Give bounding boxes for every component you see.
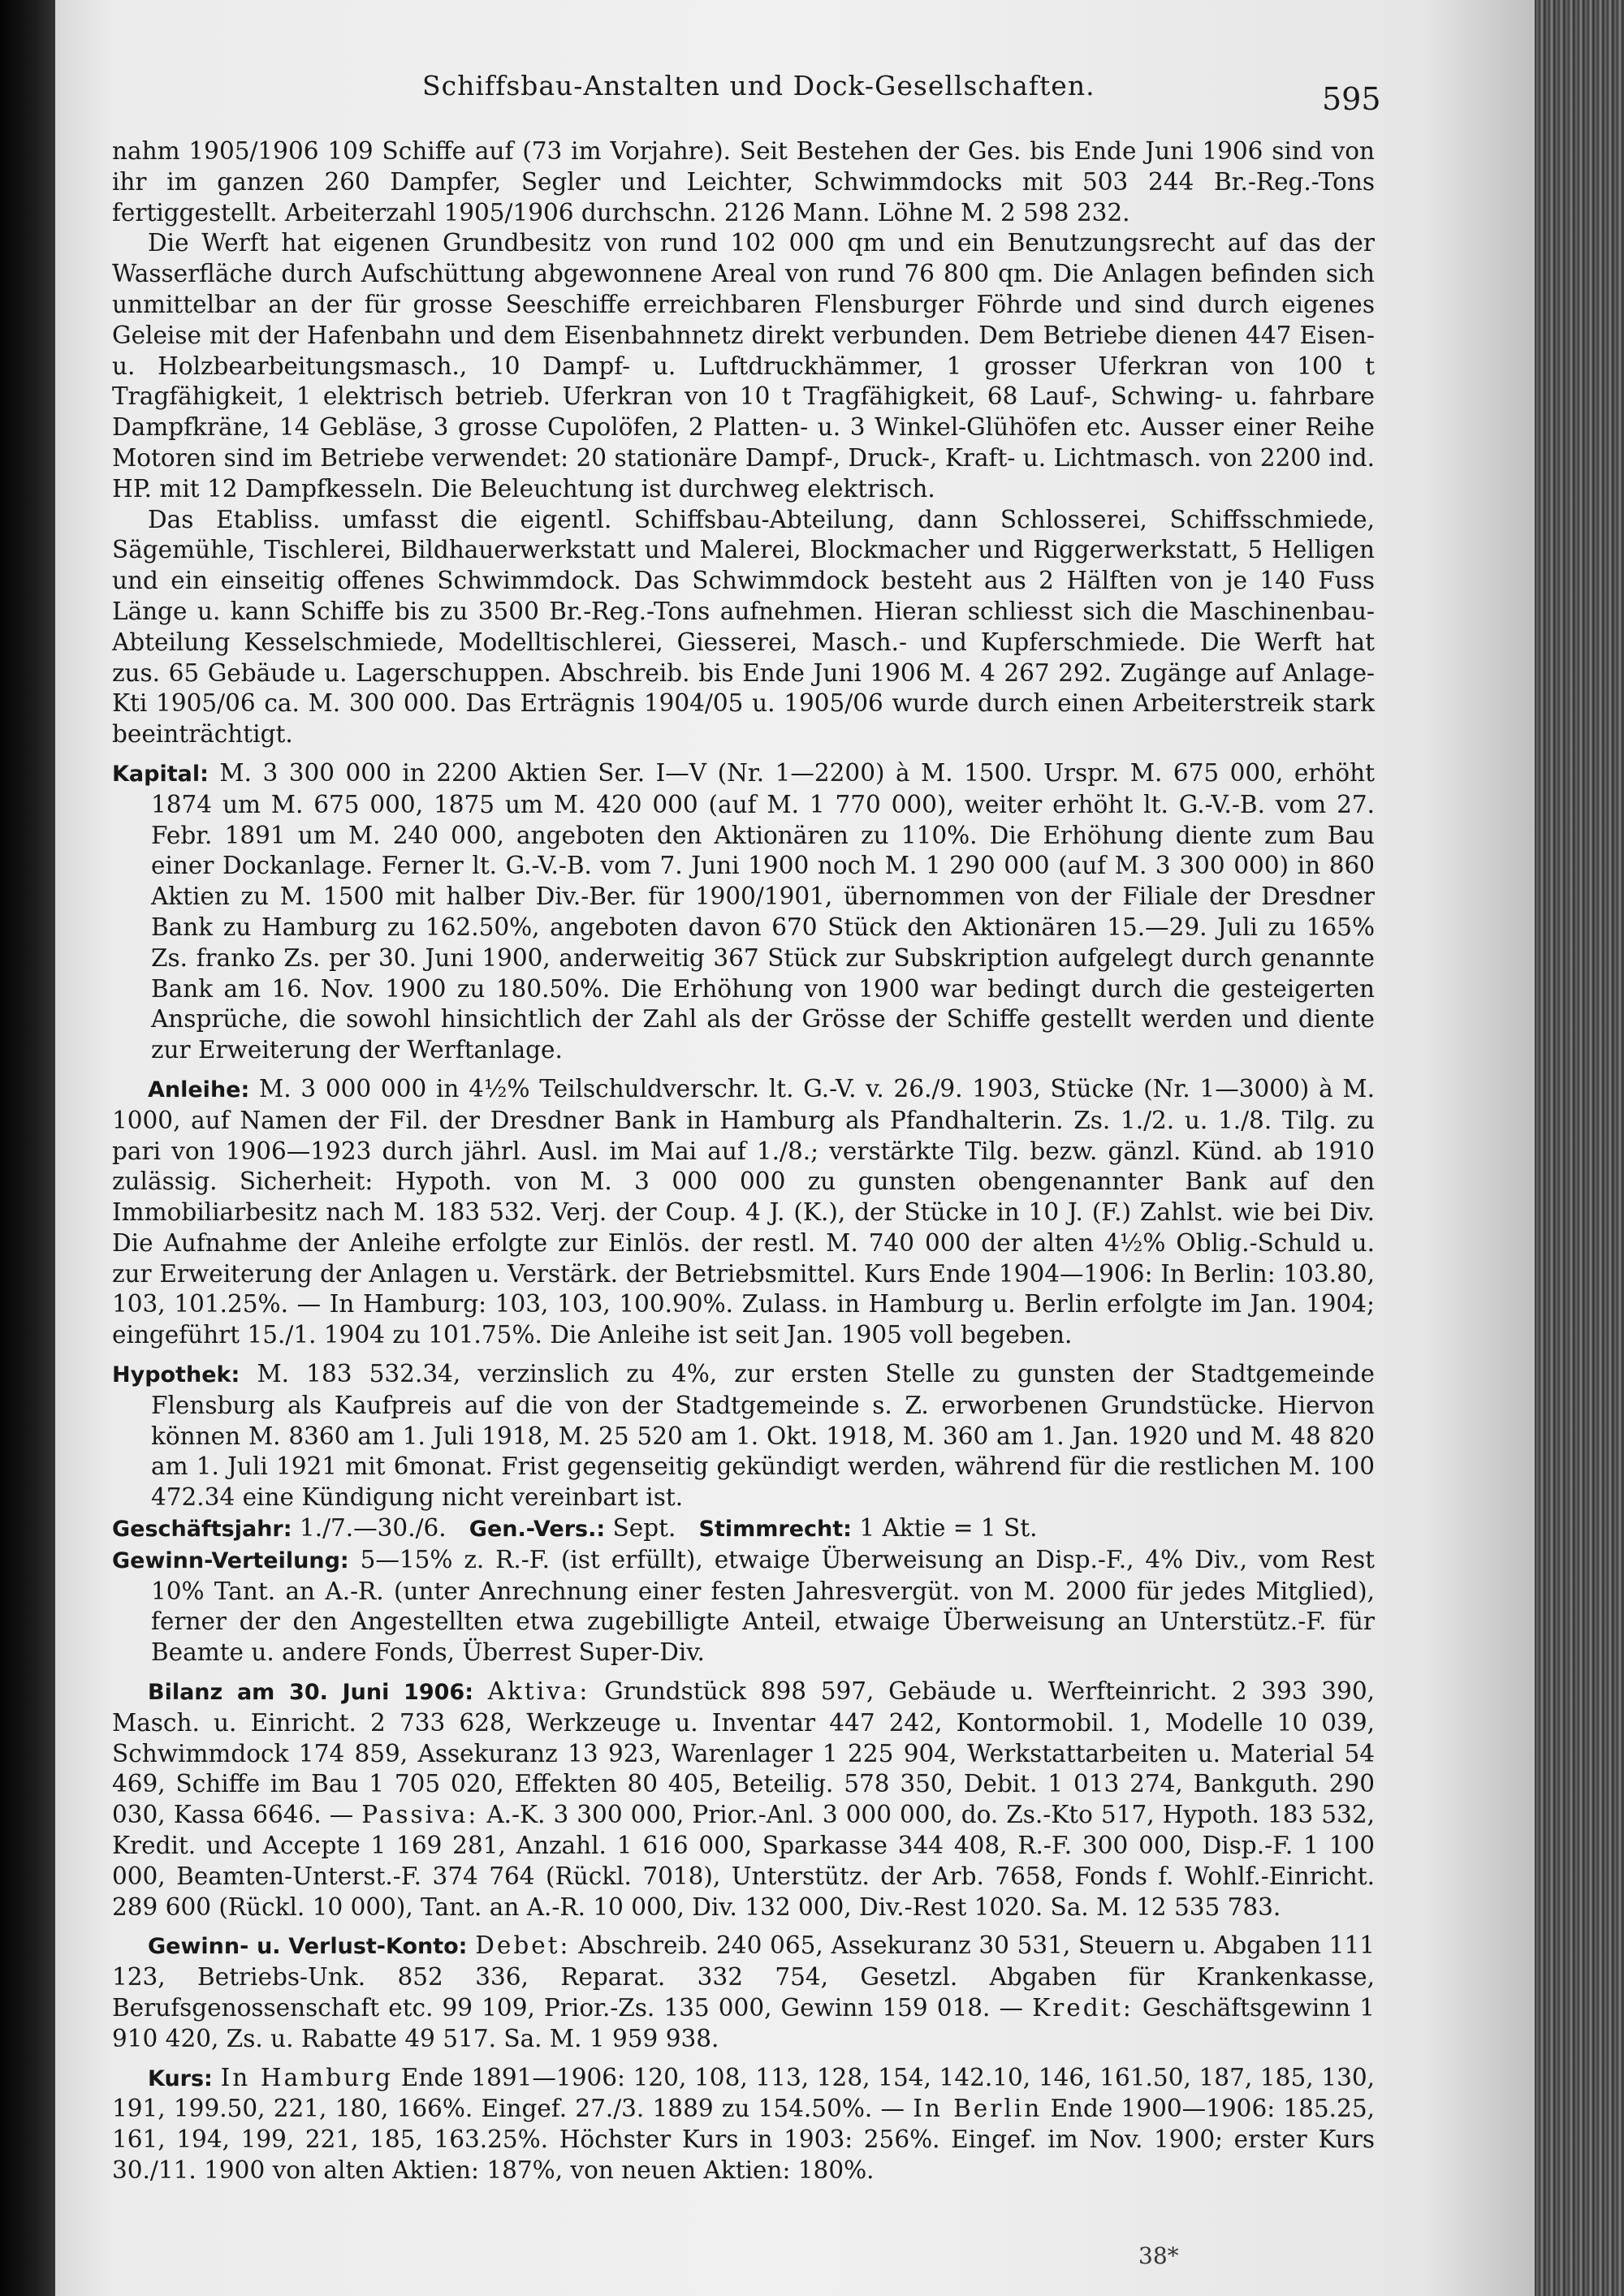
section-gewinn-verteilung xyxy=(112,1545,1375,1668)
section-gewinn-verlust xyxy=(112,1931,1375,2054)
gen-vers-text: Sept. xyxy=(612,1514,676,1543)
debet-label: Debet: xyxy=(475,1931,571,1960)
gewinn-verteilung-text: 5—15% z. R.-F. (ist erfüllt), etwaige Überweisung an Disp.-F., 4% Div., vom Rest 10% Tant. an A.-R. (unter Anrechnung einer festen Jahresvergüt. von M. 2000 für jedes Mitglied), ferner der den Angestellten etwa zugebilligte Anteil, etwaige Überweisung an Unterstütz.-F. für Beamte u. andere Fonds, Überrest Super-Div. xyxy=(151,1545,1375,1667)
geschaeftsjahr-text: 1./7.—30./6. xyxy=(299,1514,447,1543)
kredit-text: Geschäftsgewinn 1 910 420, Zs. u. Rabatte 49 517. Sa. M. 1 959 938. xyxy=(112,1994,1375,2052)
section-kapital xyxy=(112,758,1375,1066)
berlin-label: In Berlin xyxy=(913,2095,1043,2123)
kapital-text: M. 3 300 000 in 2200 Aktien Ser. I—V (Nr. 1—2200) à M. 1500. Urspr. M. 675 000, erhöht 1874 um M. 675 000, 1875 um M. 420 000 (auf M. 1 770 000), weiter erhöht lt. G.-V.-B. vom 27. Febr. 1891 um M. 240 000, angeboten den Aktionären zu 110%. Die Erhöhung diente zum Bau einer Dockanlage. Ferner lt. G.-V.-B. vom 7. Juni 1900 noch M. 1 290 000 (auf M. 3 300 000) in 860 Aktien zu M. 1500 mit halber Div.-Ber. für 1900/1901, übernommen von der Filiale der Dresdner Bank zu Hamburg zu 162.50%, angeboten davon 670 Stück den Aktionären 15.—29. Juli zu 165% Zs. franko Zs. per 30. Juni 1900, anderweitig 367 Stück zur Subskription aufgelegt durch genannte Bank am 16. Nov. 1900 zu 180.50%. Die Erhöhung von 1900 war bedingt durch die gesteigerten Ansprüche, die sowohl hinsichtlich der Zahl als der Grösse der Schiffe gestellt werden und diente zur Erweiterung der Werftanlage. xyxy=(151,758,1375,1064)
gewinn-verteilung-heading: Gewinn-Verteilung: xyxy=(112,1547,349,1573)
running-title: Schiffsbau-Anstalten und Dock-Gesellschaften. xyxy=(422,70,1095,101)
aktiva-text: Grundstück 898 597, Gebäude u. Werfteinricht. 2 393 390, Masch. u. Einricht. 2 733 628, Werkzeuge u. Inventar 447 242, Kontormobil. 1, Modelle 10 039, Schwimmdock 174 859, Assekuranz 13 923, Warenlager 1 225 904, Werkstattarbeiten u. Material 54 469, Schiffe im Bau 1 705 020, Effekten 80 405, Beteilig. 578 350, Debit. 1 013 274, Bankguth. 290 030, Kassa 6646. — xyxy=(112,1677,1375,1829)
anleihe-text: M. 3 000 000 in 4½% Teilschuldverschr. lt. G.-V. v. 26./9. 1903, Stücke (Nr. 1—3000) à M. 1000, auf Namen der Fil. der Dresdner Bank in Hamburg als Pfandhalterin. Zs. 1./2. u. 1./8. Tilg. zu pari von 1906—1923 durch jährl. Ausl. im Mai auf 1./8.; verstärkte Tilg. bezw. gänzl. Künd. ab 1910 zulässig. Sicherheit: Hypoth. von M. 3 000 000 zu gunsten obengenannter Bank auf den Immobiliarbesitz nach M. 183 532. Verj. der Coup. 4 J. (K.), der Stücke in 10 J. (F.) Zahlst. wie bei Div. Die Aufnahme der Anleihe erfolgte zur Einlös. der restl. M. 740 000 der alten 4½% Oblig.-Schuld u. zur Erweiterung der Anlagen u. Verstärk. der Betriebsmittel. Kurs Ende 1904—1906: In Berlin: 103.80, 103, 101.25%. — In Hamburg: 103, 103, 100.90%. Zulass. in Hamburg u. Berlin erfolgte im Jan. 1904; eingeführt 15./1. 1904 zu 101.75%. Die Anleihe ist seit Jan. 1905 voll begeben. xyxy=(112,1074,1375,1349)
section-anleihe xyxy=(112,1074,1375,1351)
paragraph-establishment: Das Etabliss. umfasst die eigentl. Schiffsbau-Abteilung, dann Schlosserei, Schiffsschmiede, Sägemühle, Tischlerei, Bildhauerwerkstatt und Malerei, Blockmacher und Riggerwerkstatt, 5 Helligen und ein einseitig offenes Schwimmdock. Das Schwimmdock besteht aus 2 Hälften von je 140 Fuss Länge u. kann Schiffe bis zu 3500 Br.-Reg.-Tons aufnehmen. Hieran schliesst sich die Maschinenbau-Abteilung Kesselschmiede, Modelltischlerei, Giesserei, Masch.- und Kupferschmiede. Die Werft hat zus. 65 Gebäude u. Lagerschuppen. Abschreib. bis Ende Juni 1906 M. 4 267 292. Zugänge auf Anlage-Kti 1905/06 ca. M. 300 000. Das Erträgnis 1904/05 u. 1905/06 wurde durch einen Arbeiterstreik stark beeinträchtigt. xyxy=(112,505,1375,749)
hamburg-text: Ende 1891—1906: 120, 108, 113, 128, 154, 142.10, 146, 161.50, 187, 185, 130, 191, 199.50, 221, 180, 166%. Eingef. 27./3. 1889 zu 154.50%. — xyxy=(112,2063,1375,2123)
scan-left-border xyxy=(0,0,61,2296)
paragraph-grounds-equipment: Die Werft hat eigenen Grundbesitz von rund 102 000 qm und ein Benutzungsrecht auf das der Wasserfläche durch Aufschüttung abgewonnene Areal von rund 76 800 qm. Die Anlagen befinden sich unmittelbar an der für grosse Seeschiffe erreichbaren Flensburger Föhrde und sind durch eigenes Geleise mit der Hafenbahn und dem Eisenbahnnetz direkt verbunden. Dem Betriebe dienen 447 Eisen- u. Holzbearbeitungsmasch., 10 Dampf- u. Luftdruckhämmer, 1 grosser Uferkran von 100 t Tragfähigkeit, 1 elektrisch betrieb. Uferkran von 10 t Tragfähigkeit, 68 Lauf-, Schwing- u. fahrbare Dampfkräne, 14 Gebläse, 3 grosse Cupolöfen, 2 Platten- u. 3 Winkel-Glühöfen etc. Ausser einer Reihe Motoren sind im Betriebe verwendet: 20 stationäre Dampf-, Druck-, Kraft- u. Lichtmasch. von 2200 ind. HP. mit 12 Dampfkesseln. Die Beleuchtung ist durchweg elektrisch. xyxy=(112,229,1375,503)
passiva-label: Passiva: xyxy=(361,1801,479,1829)
bilanz-heading: Bilanz am 30. Juni 1906: xyxy=(148,1680,473,1706)
section-geschaeftsjahr xyxy=(112,1513,1375,1545)
debet-text: Abschreib. 240 065, Assekuranz 30 531, Steuern u. Abgaben 111 123, Betriebs-Unk. 852 336, Reparat. 332 754, Gesetzl. Abgaben für Krankenkasse, Berufsgenossenschaft etc. 99 109, Prior.-Zs. 135 000, Gewinn 159 018. — xyxy=(112,1931,1375,2022)
anleihe-heading: Anleihe: xyxy=(148,1077,250,1103)
stimmrecht-heading: Stimmrecht: xyxy=(698,1517,852,1543)
passiva-text: A.-K. 3 300 000, Prior.-Anl. 3 000 000, do. Zs.-Kto 517, Hypoth. 183 532, Kredit. und Accepte 1 169 281, Anzahl. 1 616 000, Sparkasse 344 408, R.-F. 300 000, Disp.-F. 1 100 000, Beamten-Unterst.-F. 374 764 (Rückl. 7018), Unterstütz. der Arb. 7658, Fonds f. Wohlf.-Einricht. 289 600 (Rückl. 10 000), Tant. an A.-R. 10 000, Div. 132 000, Div.-Rest 1020. Sa. M. 12 535 783. xyxy=(112,1801,1375,1921)
geschaeftsjahr-heading: Geschäftsjahr: xyxy=(112,1517,292,1543)
section-bilanz xyxy=(112,1677,1375,1923)
hypothek-text: M. 183 532.34, verzinslich zu 4%, zur ersten Stelle zu gunsten der Stadtgemeinde Flensburg als Kaufpreis auf die von der Stadtgemeinde s. Z. erworbenen Grundstücke. Hiervon können M. 8360 am 1. Juli 1918, M. 25 520 am 1. Okt. 1918, M. 360 am 1. Jan. 1920 und M. 48 820 am 1. Juli 1921 mit 6monat. Frist gegenseitig gekündigt werden, während für die restlichen M. 100 472.34 eine Kündigung nicht vereinbart ist. xyxy=(151,1360,1375,1512)
kurs-heading: Kurs: xyxy=(148,2065,213,2091)
berlin-text: Ende 1900—1906: 185.25, 161, 194, 199, 221, 185, 163.25%. Höchster Kurs in 1903: 256%. Eingef. im Nov. 1900; erster Kurs 30./11. 1900 von alten Aktien: 187%, von neuen Aktien: 180%. xyxy=(112,2095,1375,2184)
paragraph-employment: nahm 1905/1906 109 Schiffe auf (73 im Vorjahre). Seit Bestehen der Ges. bis Ende Juni 1906 sind von ihr im ganzen 260 Dampfer, Segler und Leichter, Schwimmdocks mit 503 244 Br.-Reg.-Tons fertiggestellt. Arbeiterzahl 1905/1906 durchschn. 2126 Mann. Löhne M. 2 598 232. xyxy=(112,137,1375,227)
page-number: 595 xyxy=(1322,81,1381,117)
kredit-label: Kredit: xyxy=(1032,1994,1134,2022)
page-body xyxy=(112,136,1375,2186)
hypothek-heading: Hypothek: xyxy=(112,1362,240,1388)
gewinn-verlust-heading: Gewinn- u. Verlust-Konto: xyxy=(148,1934,468,1960)
gen-vers-heading: Gen.-Vers.: xyxy=(469,1517,606,1543)
hamburg-label: In Hamburg xyxy=(220,2063,394,2091)
stimmrecht-text: 1 Aktie = 1 St. xyxy=(859,1514,1038,1543)
book-page-edges xyxy=(1535,0,1624,2296)
section-hypothek xyxy=(112,1359,1375,1513)
aktiva-label: Aktiva: xyxy=(487,1677,590,1706)
sheet-signature: 38* xyxy=(1138,2242,1179,2269)
kapital-heading: Kapital: xyxy=(112,761,209,787)
section-kurs xyxy=(112,2063,1375,2186)
